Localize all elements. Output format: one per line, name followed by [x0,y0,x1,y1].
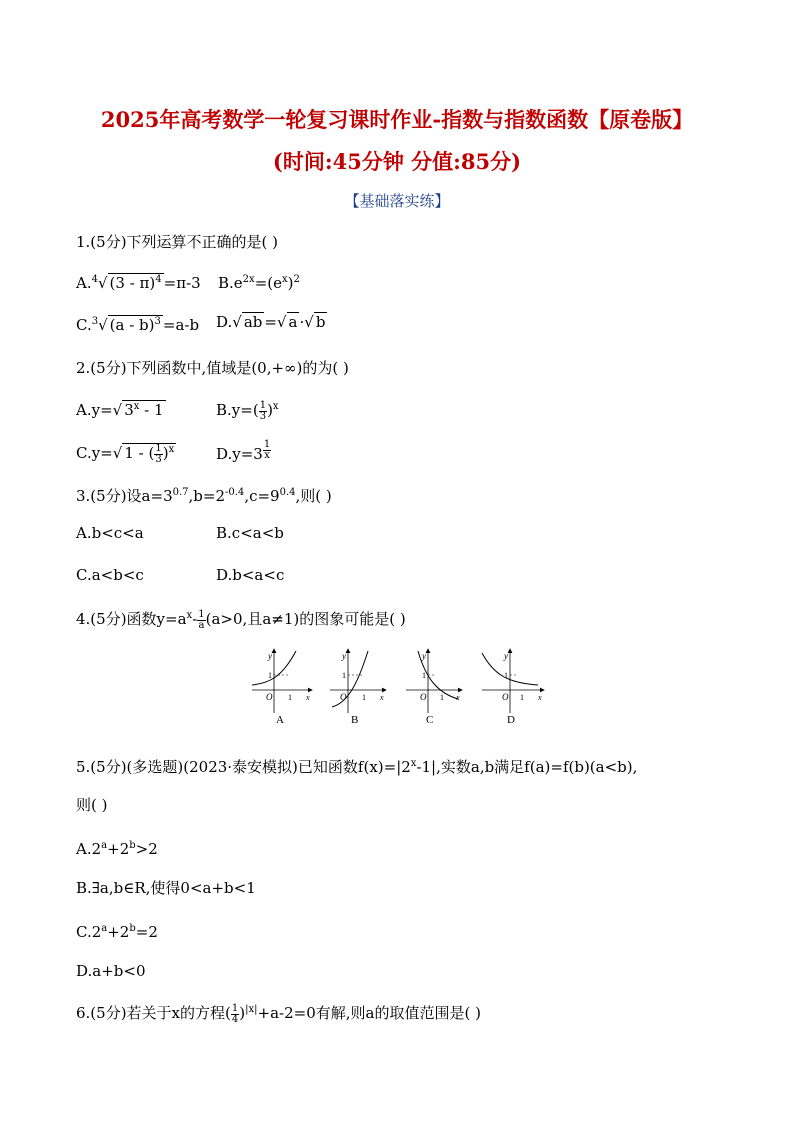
q3-option-a: A.b<c<a [76,524,144,542]
q4-stem [76,606,406,631]
q5-c-end: =2 [135,923,158,941]
q2-b-tail: ) [267,401,273,419]
q3-stem-end: ,则( ) [295,487,332,505]
q1-c-rad-text: (a - b) [109,316,155,334]
q5-option-c [76,919,158,942]
q1-d-prefix: D. [216,313,233,331]
q2-option-a: A.y=√ 3$^x$ - 1 [76,401,164,419]
q6-exp: |x| [245,1004,258,1015]
q4-minus: - [192,610,198,628]
q5-stem-a: 5.(5分)(多选题)(2023·泰安模拟)已知函数f(x)=|2 [76,758,411,776]
q1-d-dot: · [299,313,305,331]
q2-c-rad-text: 1 - ( [124,444,155,462]
q2-c-exp: x [168,444,175,455]
q2-option-d [216,440,271,464]
q6-stem-b: ) [239,1004,246,1022]
q1-stem: 1.(5分)下列运算不正确的是( ) [76,233,279,251]
q1-b-exp2: x [282,274,288,285]
q3-exp-b: -0.4 [225,487,245,498]
time-info: (时间:45分钟 分值:85分) [272,149,522,174]
q5-c-prefix: C.2 [76,923,102,941]
svg-text:x: x [456,693,460,702]
svg-text:y: y [504,651,508,661]
q5-a-mid: +2 [107,840,130,858]
q1-d-rad-a: a [288,313,298,331]
q5-stem [76,754,637,777]
q1-option-d: D.√ ab =√ a ·√ b [216,313,326,331]
q2-a-prefix: A.y= [76,401,113,419]
q2-c-num: 1 [155,442,162,454]
q1-b-tail: ) [287,274,294,292]
svg-text:1: 1 [362,693,366,702]
q5-option-b: B.∃a,b∈R,使得0<a+b<1 [76,879,256,897]
q2-c-fraction [154,444,162,465]
q4-den: a [198,619,205,631]
q1-c-index: 3 [91,316,99,327]
q4-label-b: B [351,714,359,726]
q5-a-exp-b: b [129,840,136,851]
q1-a-radicand [108,273,164,292]
q1-d-rad-ab: ab [243,313,263,331]
q5-option-a [76,836,158,859]
q4-fraction [197,610,205,631]
svg-text:O: O [420,692,427,702]
q3-option-c: C.a<b<c [76,566,144,584]
q1-c-rest: =a-b [162,316,200,334]
q1-option-b [218,270,300,293]
svg-text:1: 1 [268,671,272,680]
page-title: 2025年高考数学一轮复习课时作业-指数与指数函数【原卷版】 [100,107,694,132]
q2-d-den: x [264,450,270,461]
q4-exp: x [186,610,193,621]
q3-stem [76,483,332,506]
q2-b-prefix: B.y=( [216,401,259,419]
svg-text:O: O [266,692,273,702]
q4-graph-c [406,649,462,713]
q2-c-den: 3 [155,453,162,465]
q1-b-rest: =(e [254,274,282,292]
q6-num: 1 [231,1002,239,1014]
q3-exp-a: 0.7 [172,487,189,498]
q2-b-den: 3 [259,410,267,422]
q2-option-b [216,397,279,422]
q2-c-prefix: C.y= [76,444,113,462]
svg-text:1: 1 [520,693,524,702]
q6-stem [76,1000,481,1025]
q5-c-exp-a: a [101,923,108,934]
q3-exp-c: 0.4 [279,487,296,498]
svg-text:1: 1 [422,671,426,680]
svg-text:y: y [422,651,426,661]
svg-text:y: y [268,651,272,661]
q1-a-rad-text: (3 - π) [109,274,156,292]
q3-stem-a: 3.(5分)设a=3 [76,487,173,505]
svg-text:x: x [538,693,542,702]
q1-b-base: B.e [218,274,243,292]
q6-stem-a: 6.(5分)若关于x的方程( [76,1004,231,1022]
q2-c-rad-tail: ) [162,444,169,462]
q2-stem: 2.(5分)下列函数中,值域是(0,+∞)的为( ) [76,359,349,377]
q4-label-a: A [276,714,284,726]
section-heading: 【基础落实练】 [344,192,450,210]
q1-option-c: C.$^3$√ (a - b)$^3$ =a-b [76,316,200,334]
q5-option-d: D.a+b<0 [76,962,146,980]
q2-a-radicand [122,400,165,419]
q4-label-c: C [426,714,434,726]
svg-text:y: y [342,651,346,661]
svg-text:x: x [380,693,384,702]
q1-a-index: 4 [91,274,98,285]
q1-a-prefix: A. [76,274,92,292]
q4-graph-b [330,649,386,713]
q1-a-rest: =π-3 [163,274,201,292]
q4-graph-a [252,649,312,713]
svg-text:O: O [340,692,347,702]
q3-option-b: B.c<a<b [216,524,284,542]
q4-label-d: D [507,714,515,726]
q2-b-num: 1 [259,399,267,411]
q2-d-exp [263,439,271,461]
q1-c-exp: 3 [154,316,161,327]
q1-c-prefix: C. [76,316,92,334]
q1-b-exp: 2x [242,274,255,285]
q1-a-exp: 4 [155,274,162,285]
q4-stem-a: 4.(5分)函数y=a [76,610,187,628]
q2-a-exp: x [133,401,140,412]
q5-c-exp-b: b [129,923,136,934]
q4-graph-d [482,649,544,713]
q5-a-end: >2 [135,840,158,858]
svg-text:1: 1 [288,693,292,702]
svg-text:1: 1 [504,671,508,680]
q2-d-prefix: D.y=3 [216,445,263,463]
svg-text:1: 1 [342,671,346,680]
svg-text:1: 1 [440,693,444,702]
q1-c-radicand [108,315,163,334]
q1-option-a: A.$^4$√ (3 - π)$^4$ =π-3 [76,274,201,292]
q5-exp: x [410,758,417,769]
svg-text:x: x [306,693,310,702]
q3-stem-c: ,c=9 [244,487,280,505]
q4-num: 1 [198,608,205,620]
q3-stem-b: ,b=2 [188,487,226,505]
q2-a-base: 3 [124,401,134,419]
q4-graph-options [250,645,550,727]
q6-den: 4 [231,1013,239,1025]
q5-c-mid: +2 [107,923,130,941]
q5-stem-line2: 则( ) [76,796,108,814]
q6-stem-c: +a-2=0有解,则a的取值范围是( ) [257,1004,481,1022]
q2-b-exp: x [272,401,279,412]
q5-a-exp-a: a [101,840,108,851]
q1-b-square: 2 [293,274,300,285]
q4-stem-c: (a>0,且a≠1)的图象可能是( ) [205,610,406,628]
q5-a-prefix: A.2 [76,840,102,858]
q2-d-fraction [263,440,271,461]
svg-text:O: O [502,692,509,702]
q2-b-fraction [259,401,267,422]
q2-d-num: 1 [263,439,271,450]
q6-fraction [231,1004,239,1025]
q2-a-tail: - 1 [139,401,164,419]
q2-option-c: C.y=√ 1 - ( $\frac{1}{3}$ )$^x$ [76,442,175,465]
q3-option-d: D.b<a<c [216,566,285,584]
q5-stem-b: -1|,实数a,b满足f(a)=f(b)(a<b), [416,758,638,776]
q1-d-rad-b: b [315,313,326,331]
